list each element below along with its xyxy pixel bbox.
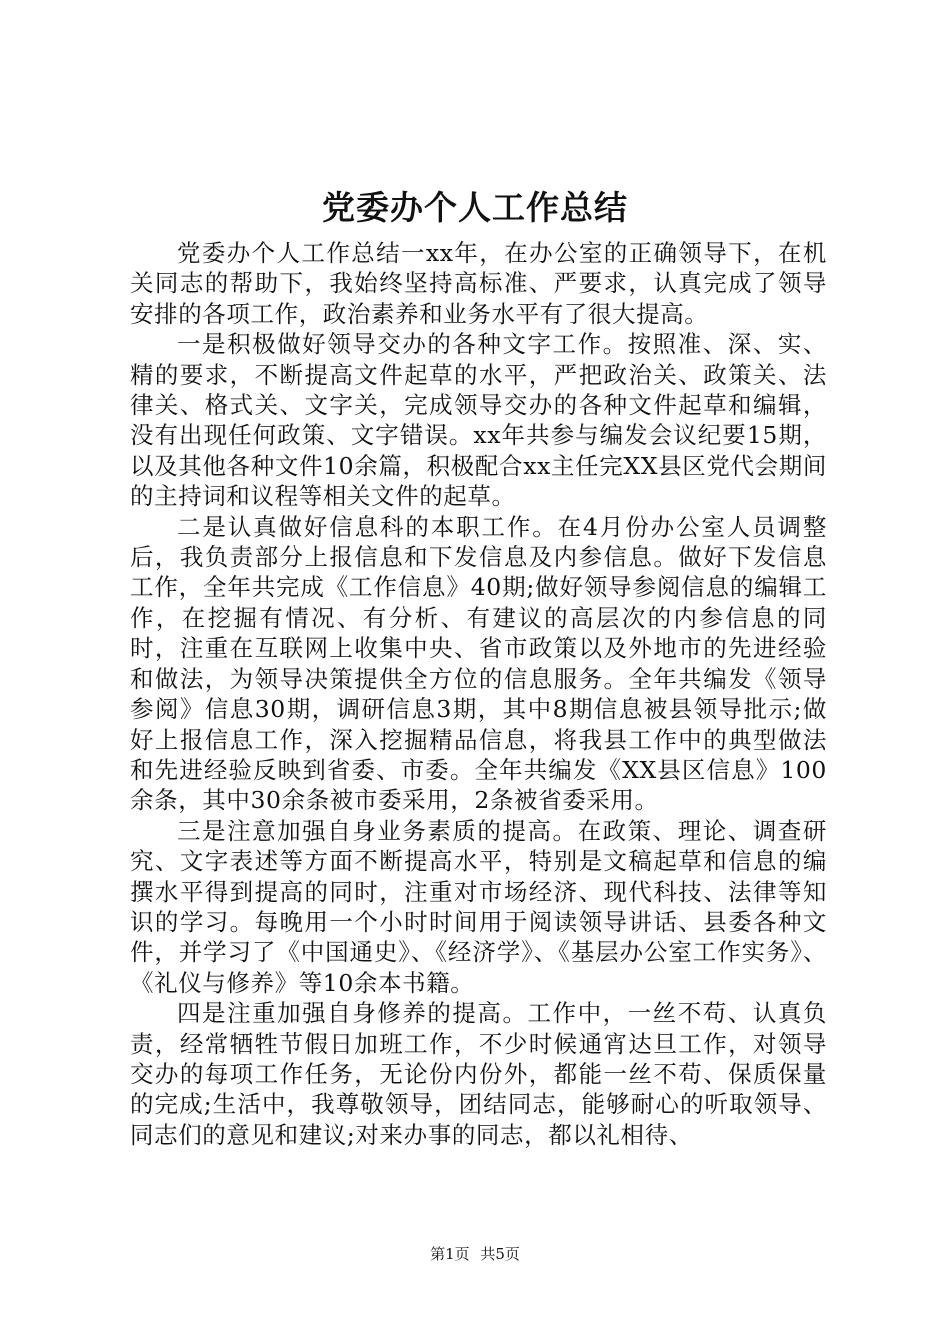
paragraph-self-improvement: 三是注意加强自身业务素质的提高。在政策、理论、调查研究、文字表述等方面不断提高水平，特别是文稿起草和信息的编撰水平得到提高的同时，注重对市场经济、现代科技、法律等知识的学习。每晚用一个小时时间用于阅读领导讲话、县委各种文件，并学习了《中国通史》、《经济学》、《基层办公室工作实务》、《礼仪与修养》等10余本书籍。 xyxy=(130,816,827,997)
document-body xyxy=(130,238,827,1150)
paragraph-writing-work: 一是积极做好领导交办的各种文字工作。按照准、深、实、精的要求，不断提高文件起草的水平，严把政治关、政策关、法律关、格式关、文字关，完成领导交办的各种文件起草和编辑，没有出现任何政策、文字错误。xx年共参与编发会议纪要15期，以及其他各种文件10余篇，积极配合xx主任完XX县区党代会期间的主持词和议程等相关文件的起草。 xyxy=(130,330,827,511)
document-title: 党委办个人工作总结 xyxy=(322,188,628,227)
paragraph-intro: 党委办个人工作总结一xx年，在办公室的正确领导下，在机关同志的帮助下，我始终坚持高标准、严要求，认真完成了领导安排的各项工作，政治素养和业务水平有了很大提高。 xyxy=(130,239,827,328)
paragraph-self-cultivation: 四是注重加强自身修养的提高。工作中，一丝不苟、认真负责，经常牺牲节假日加班工作，不少时候通宵达旦工作，对领导交办的每项工作任务，无论份内份外，都能一丝不苟、保质保量的完成;生活中，我尊敬领导，团结同志，能够耐心的听取领导、同志们的意见和建议;对来办事的同志，都以礼相待、 xyxy=(130,999,827,1149)
paragraph-information-work: 二是认真做好信息科的本职工作。在4月份办公室人员调整后，我负责部分上报信息和下发信息及内参信息。做好下发信息工作，全年共完成《工作信息》40期;做好领导参阅信息的编辑工作，在挖掘有情况、有分析、有建议的高层次的内参信息的同时，注重在互联网上收集中央、省市政策以及外地市的先进经验和做法，为领导决策提供全方位的信息服务。全年共编发《领导参阅》信息30期，调研信息3期，其中8期信息被县领导批示;做好上报信息工作，深入挖掘精品信息，将我县工作中的典型做法和先进经验反映到省委、市委。全年共编发《XX县区信息》100余条，其中30余条被市委采用，2条被省委采用。 xyxy=(130,512,827,815)
page-number: 第1页 xyxy=(430,1245,470,1263)
page-footer xyxy=(0,1244,950,1264)
page-total: 共5页 xyxy=(480,1245,520,1263)
